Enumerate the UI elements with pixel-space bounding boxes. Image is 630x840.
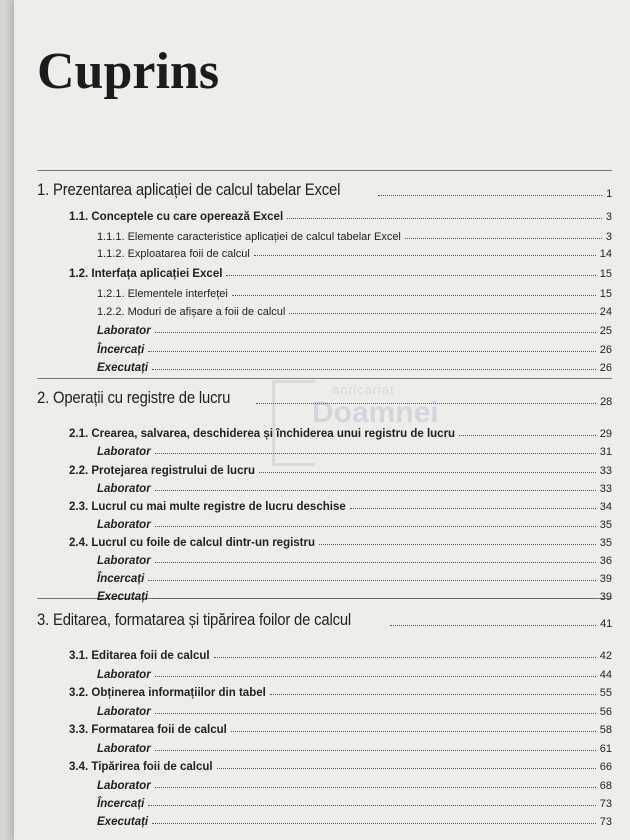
dot-leader — [287, 218, 602, 219]
toc-entry-page: 3 — [605, 211, 612, 223]
dot-leader — [152, 369, 596, 370]
toc-entry-label: Încercați — [97, 798, 145, 810]
dot-leader — [214, 657, 596, 658]
toc-entry-label: Laborator — [97, 669, 151, 681]
dot-leader — [256, 403, 597, 404]
toc-exercise-entry — [97, 581, 612, 603]
toc-entry-page: 68 — [599, 780, 612, 792]
toc-exercise-entry — [97, 352, 612, 374]
dot-leader — [231, 731, 596, 732]
toc-entry-page: 42 — [599, 650, 612, 662]
toc-entry-label: 3.3. Formatarea foii de calcul — [69, 724, 227, 736]
toc-entry-label: Laborator — [97, 519, 151, 531]
toc-entry-label: 3. Editarea, formatarea și tipărirea foilor de calcul — [37, 611, 352, 629]
toc-entry-label: Laborator — [97, 446, 151, 458]
toc-entry-label: Laborator — [97, 555, 151, 567]
toc-entry-page: 26 — [599, 344, 612, 356]
toc-entry-page: 61 — [599, 743, 612, 755]
toc-section-entry — [69, 258, 612, 280]
toc-entry-label: 1. Prezentarea aplicației de calcul tabelar Excel — [37, 181, 341, 199]
toc-entry-label: 1.1.2. Exploatarea foii de calcul — [97, 248, 250, 260]
chapter-2-rule — [37, 378, 612, 379]
toc-entry-label: Laborator — [97, 483, 151, 495]
dot-leader — [155, 453, 596, 454]
toc-entry-label: 1.1.1. Elemente caracteristice aplicației de calcul tabelar Excel — [97, 231, 401, 243]
toc-entry-label: Executați — [97, 591, 149, 603]
toc-entry-page: 34 — [599, 501, 612, 513]
toc-entry-label: Încercați — [97, 573, 145, 585]
toc-entry-page: 26 — [599, 362, 612, 374]
toc-entry-page: 35 — [599, 537, 612, 549]
toc-entry-label: 1.2. Interfața aplicației Excel — [69, 268, 223, 280]
page-title: Cuprins — [37, 43, 220, 100]
toc-entry-label: 2.2. Protejarea registrului de lucru — [69, 465, 255, 477]
chapter-1-rule — [37, 170, 612, 171]
chapter-heading — [37, 386, 612, 408]
toc-entry-label: 1.2.1. Elementele interfeței — [97, 288, 228, 300]
toc-section-entry — [69, 201, 612, 223]
toc-entry-label: Executați — [97, 362, 149, 374]
toc-entry-label: Încercați — [97, 344, 145, 356]
toc-entry-page: 39 — [599, 591, 612, 603]
toc-entry-page: 56 — [599, 706, 612, 718]
toc-entry-page: 3 — [605, 231, 612, 243]
chapter-heading — [37, 608, 612, 630]
dot-leader — [155, 332, 596, 333]
toc-entry-page: 15 — [599, 268, 612, 280]
toc-entry-page: 73 — [599, 798, 612, 810]
toc-entry-label: 2.4. Lucrul cu foile de calcul dintr-un registru — [69, 537, 316, 549]
toc-entry-page: 31 — [599, 446, 612, 458]
toc-entry-label: 2.3. Lucrul cu mai multe registre de lucru deschise — [69, 501, 346, 513]
dot-leader — [270, 694, 596, 695]
toc-entry-label: 3.4. Tipărirea foii de calcul — [69, 761, 213, 773]
dot-leader — [390, 625, 596, 626]
chapter-heading — [37, 178, 612, 200]
toc-entry-page: 41 — [600, 618, 612, 630]
toc-entry-label: 3.2. Obținerea informațiilor din tabel — [69, 687, 266, 699]
toc-entry-page: 36 — [599, 555, 612, 567]
book-page — [14, 0, 630, 840]
toc-entry-label: 1.1. Conceptele cu care operează Excel — [69, 211, 284, 223]
toc-entry-page: 66 — [599, 761, 612, 773]
dot-leader — [152, 598, 596, 599]
toc-entry-page: 58 — [599, 724, 612, 736]
toc-entry-label: 2.1. Crearea, salvarea, deschiderea și închiderea unui registru de lucru — [69, 428, 456, 440]
toc-entry-page: 29 — [599, 428, 612, 440]
toc-entry-page: 14 — [599, 248, 612, 260]
toc-entry-label: Laborator — [97, 780, 151, 792]
toc-entry-label: Executați — [97, 816, 149, 828]
toc-entry-label: Laborator — [97, 743, 151, 755]
toc-entry-label: Laborator — [97, 706, 151, 718]
toc-entry-page: 28 — [600, 396, 612, 408]
toc-entry-label: Laborator — [97, 325, 151, 337]
toc-entry-page: 24 — [599, 306, 612, 318]
dot-leader — [152, 823, 596, 824]
toc-entry-page: 25 — [599, 325, 612, 337]
toc-exercise-entry — [97, 806, 612, 828]
toc-entry-page: 33 — [599, 483, 612, 495]
toc-entry-page: 55 — [599, 687, 612, 699]
toc-entry-page: 35 — [599, 519, 612, 531]
dot-leader — [254, 255, 596, 256]
toc-entry-label: 1.2.2. Moduri de afișare a foii de calcul — [97, 306, 286, 318]
dot-leader — [217, 768, 596, 769]
toc-subsection-entry — [97, 238, 612, 260]
toc-entry-page: 33 — [599, 465, 612, 477]
toc-entry-page: 1 — [606, 188, 612, 200]
dot-leader — [289, 313, 595, 314]
watermark-top-text: anticariat — [332, 382, 395, 397]
toc-entry-label: 3.1. Editarea foii de calcul — [69, 650, 210, 662]
toc-entry-page: 39 — [599, 573, 612, 585]
toc-entry-page: 15 — [599, 288, 612, 300]
toc-entry-label: 2. Operații cu registre de lucru — [37, 389, 231, 407]
toc-entry-page: 44 — [599, 669, 612, 681]
dot-leader — [226, 275, 595, 276]
dot-leader — [378, 195, 602, 196]
watermark-main-text: Doamnei — [312, 396, 439, 429]
toc-entry-page: 73 — [599, 816, 612, 828]
